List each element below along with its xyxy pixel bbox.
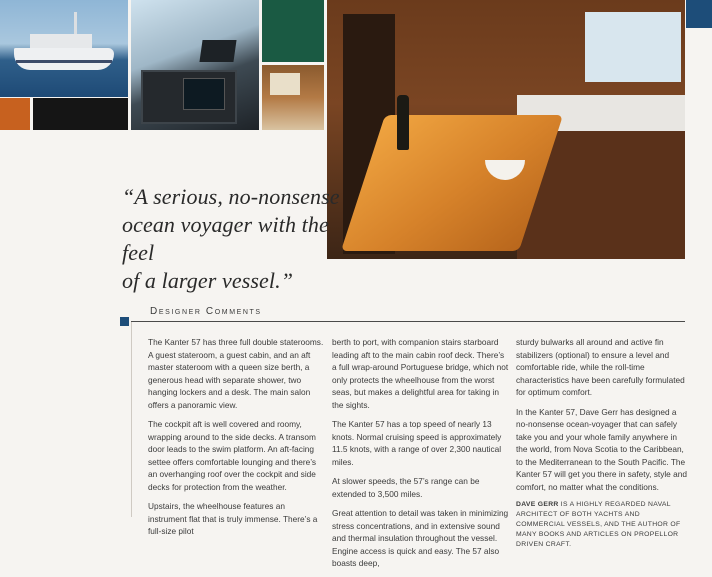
paragraph: At slower speeds, the 57’s range can be extended to 3,500 miles. bbox=[332, 476, 480, 499]
main-salon-photo bbox=[327, 0, 685, 259]
paragraph: Upstairs, the wheelhouse features an instrument flat that is truly immense. There’s a full-size pilot bbox=[148, 501, 318, 536]
paragraph: The Kanter 57 has a top speed of nearly 13 knots. Normal cruising speed is approximately 11.5 knots, with a range of over 2,300 nautical miles. bbox=[332, 419, 502, 467]
head-interior-photo bbox=[262, 65, 324, 130]
pull-quote bbox=[122, 183, 352, 295]
paragraph: In the Kanter 57, Dave Gerr has designed a no-nonsense ocean-voyager that can safely take you and your whole family anywhere in the world, from Nova Scotia to the Caribbean, to the Mediterranean to the South Pacific. The Kanter 57 will get you there in safety, style and comfort, no matter what the conditions. bbox=[516, 406, 687, 492]
text-column-1 bbox=[148, 336, 326, 545]
text-column-3 bbox=[516, 336, 688, 557]
pull-quote-line: ocean voyager with the feel bbox=[122, 212, 329, 265]
pull-quote-line: “A serious, no-nonsense bbox=[122, 184, 340, 209]
section-rule bbox=[131, 321, 685, 322]
section-heading: Designer Comments bbox=[150, 306, 262, 317]
green-color-block bbox=[262, 0, 324, 62]
wheelhouse-helm-photo bbox=[131, 0, 259, 130]
text-column-2 bbox=[332, 336, 510, 577]
column-divider bbox=[131, 322, 132, 517]
author-name: DAVE GERR bbox=[516, 501, 559, 508]
paragraph: sturdy bulwarks all around and active fin stabilizers (optional) to ensure a level and comfortable ride, while the roll-time characteristics have been carefully formulated for optimum comfort. bbox=[516, 337, 685, 397]
black-color-block bbox=[33, 98, 128, 130]
yacht-photo bbox=[0, 0, 128, 97]
orange-color-block bbox=[0, 98, 30, 130]
navy-color-block bbox=[686, 0, 712, 28]
author-credit bbox=[516, 500, 688, 550]
paragraph: The Kanter 57 has three full double staterooms. A guest stateroom, a guest cabin, and an aft master stateroom with a queen size berth, a generous head with separate shower, two hanging lockers and a desk. The main salon offers a panoramic view. bbox=[148, 337, 324, 410]
paragraph: berth to port, with companion stairs starboard leading aft to the main cabin roof deck. There’s a full wrap-around Portuguese bridge, which not only protects the wheelhouse from the worst seas, but makes a delightful area for taking in the sights. bbox=[332, 337, 509, 410]
paragraph: Great attention to detail was taken in minimizing stress concentrations, and in extensive sound and thermal insulation throughout the vessel. Engine access is quick and easy. The 57 also boasts deep, bbox=[332, 508, 509, 568]
paragraph: The cockpit aft is well covered and roomy, wrapping around to the side decks. A transom door leads to the swim platform. An aft-facing settee offers comfortable lounging and there’s an overhanging roof over the cockpit and side decks for protection from the weather. bbox=[148, 419, 317, 492]
author-bio: IS A HIGHLY REGARDED NAVAL ARCHITECT OF BOTH YACHTS AND COMMERCIAL VESSELS, AND THE AUTHOR OF MANY BOOKS AND ARTICLES ON PROPELLOR DRIVEN CRAFT. bbox=[516, 501, 681, 548]
pull-quote-line: of a larger vessel.” bbox=[122, 268, 294, 293]
section-marker bbox=[120, 317, 129, 326]
